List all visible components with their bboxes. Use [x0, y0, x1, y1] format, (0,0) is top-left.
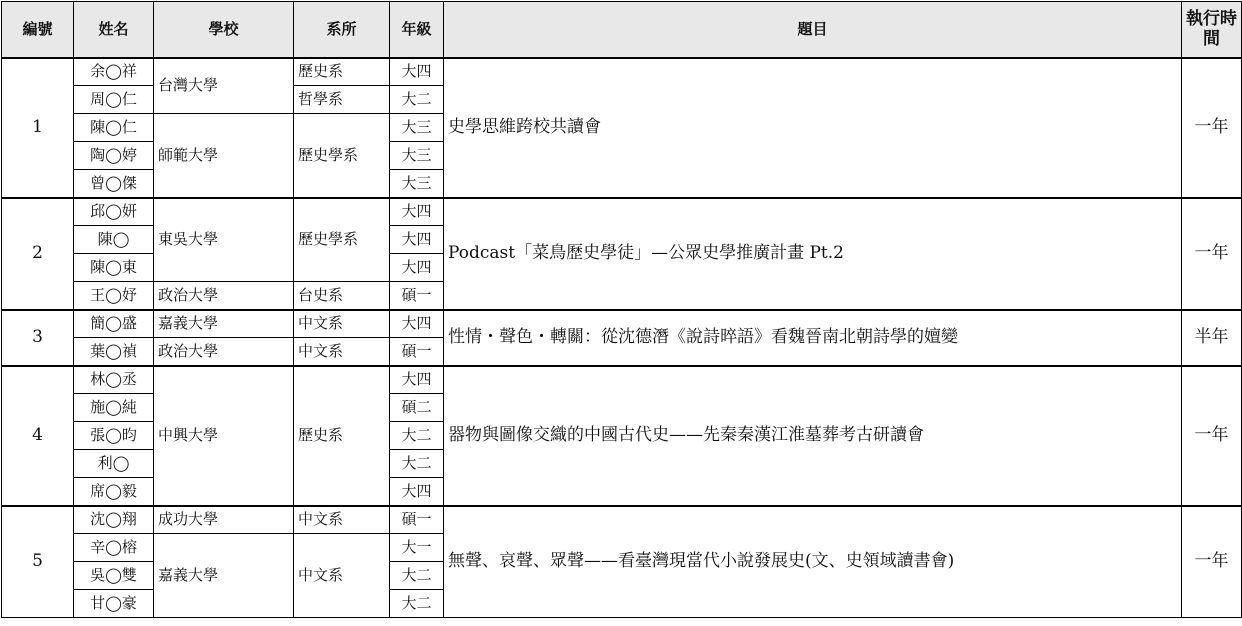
duration-cell: 半年 — [1182, 310, 1242, 366]
school-cell: 政治大學 — [154, 338, 294, 366]
grade-cell: 大二 — [390, 86, 444, 114]
grade-cell: 大三 — [390, 142, 444, 170]
member-name: 吳◯雙 — [74, 562, 154, 590]
department-cell: 中文系 — [294, 534, 390, 618]
school-cell: 中興大學 — [154, 366, 294, 506]
school-cell: 嘉義大學 — [154, 534, 294, 618]
department-cell: 歷史學系 — [294, 114, 390, 198]
header-school: 學校 — [154, 2, 294, 58]
grade-cell: 大二 — [390, 450, 444, 478]
member-name: 甘◯豪 — [74, 590, 154, 618]
duration-cell: 一年 — [1182, 58, 1242, 198]
grade-cell: 大四 — [390, 254, 444, 282]
school-cell: 政治大學 — [154, 282, 294, 310]
table-row — [2, 366, 1242, 394]
member-name: 陳◯ — [74, 226, 154, 254]
group-number: 2 — [2, 198, 74, 310]
member-name: 沈◯翔 — [74, 506, 154, 534]
header-name: 姓名 — [74, 2, 154, 58]
table-row — [2, 58, 1242, 86]
department-cell: 中文系 — [294, 310, 390, 338]
department-cell: 歷史學系 — [294, 198, 390, 282]
grade-cell: 大四 — [390, 478, 444, 506]
member-name: 張◯昀 — [74, 422, 154, 450]
member-name: 陳◯仁 — [74, 114, 154, 142]
school-cell: 東吳大學 — [154, 198, 294, 282]
duration-cell: 一年 — [1182, 198, 1242, 310]
member-name: 王◯妤 — [74, 282, 154, 310]
department-cell: 哲學系 — [294, 86, 390, 114]
member-name: 辛◯榕 — [74, 534, 154, 562]
grade-cell: 大四 — [390, 226, 444, 254]
department-cell: 中文系 — [294, 506, 390, 534]
topic-cell: 性情・聲色・轉關：從沈德潛《說詩晬語》看魏晉南北朝詩學的嬗變 — [444, 310, 1182, 366]
table-row — [2, 506, 1242, 534]
duration-cell: 一年 — [1182, 506, 1242, 618]
grade-cell: 大二 — [390, 562, 444, 590]
member-name: 席◯毅 — [74, 478, 154, 506]
group-number: 3 — [2, 310, 74, 366]
grade-cell: 碩一 — [390, 338, 444, 366]
duration-cell: 一年 — [1182, 366, 1242, 506]
school-cell: 台灣大學 — [154, 58, 294, 114]
grade-cell: 大一 — [390, 534, 444, 562]
grade-cell: 大四 — [390, 366, 444, 394]
project-table — [1, 1, 1242, 618]
grade-cell: 大三 — [390, 114, 444, 142]
member-name: 林◯丞 — [74, 366, 154, 394]
grade-cell: 大四 — [390, 198, 444, 226]
member-name: 邱◯妍 — [74, 198, 154, 226]
member-name: 施◯純 — [74, 394, 154, 422]
grade-cell: 碩二 — [390, 394, 444, 422]
member-name: 陳◯東 — [74, 254, 154, 282]
school-cell: 成功大學 — [154, 506, 294, 534]
topic-cell: 無聲、哀聲、眾聲——看臺灣現當代小說發展史(文、史領域讀書會) — [444, 506, 1182, 618]
header-department: 系所 — [294, 2, 390, 58]
group-number: 5 — [2, 506, 74, 618]
grade-cell: 碩一 — [390, 282, 444, 310]
member-name: 余◯祥 — [74, 58, 154, 86]
header-row — [2, 2, 1242, 58]
table-row — [2, 198, 1242, 226]
department-cell: 歷史系 — [294, 366, 390, 506]
topic-cell: 器物與圖像交織的中國古代史——先秦秦漢江淮墓葬考古研讀會 — [444, 366, 1182, 506]
member-name: 陶◯婷 — [74, 142, 154, 170]
topic-cell: Podcast「菜鳥歷史學徒」—公眾史學推廣計畫 Pt.2 — [444, 198, 1182, 310]
member-name: 周◯仁 — [74, 86, 154, 114]
topic-cell: 史學思維跨校共讀會 — [444, 58, 1182, 198]
department-cell: 歷史系 — [294, 58, 390, 86]
group-number: 1 — [2, 58, 74, 198]
grade-cell: 碩一 — [390, 506, 444, 534]
group-number: 4 — [2, 366, 74, 506]
member-name: 利◯ — [74, 450, 154, 478]
header-grade: 年級 — [390, 2, 444, 58]
grade-cell: 大四 — [390, 310, 444, 338]
member-name: 簡◯盛 — [74, 310, 154, 338]
grade-cell: 大四 — [390, 58, 444, 86]
grade-cell: 大三 — [390, 170, 444, 198]
header-number: 編號 — [2, 2, 74, 58]
grade-cell: 大二 — [390, 590, 444, 618]
school-cell: 嘉義大學 — [154, 310, 294, 338]
school-cell: 師範大學 — [154, 114, 294, 198]
table-row — [2, 310, 1242, 338]
department-cell: 中文系 — [294, 338, 390, 366]
header-duration: 執行時間 — [1182, 2, 1242, 58]
grade-cell: 大二 — [390, 422, 444, 450]
member-name: 曾◯傑 — [74, 170, 154, 198]
header-topic: 題目 — [444, 2, 1182, 58]
department-cell: 台史系 — [294, 282, 390, 310]
member-name: 葉◯禎 — [74, 338, 154, 366]
